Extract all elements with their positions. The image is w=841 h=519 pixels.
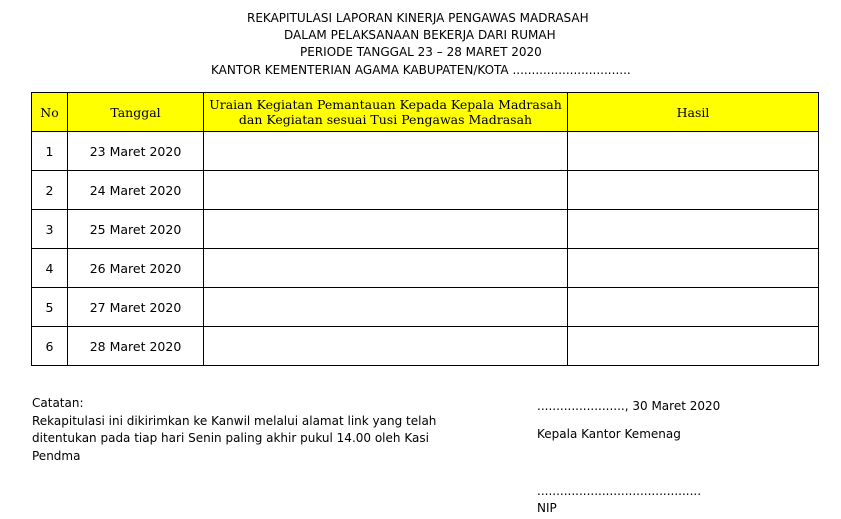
cell-hasil[interactable] — [568, 210, 819, 249]
cell-no: 4 — [32, 249, 68, 288]
signature-name-line: ........................................... — [537, 484, 702, 498]
header-subtitle: DALAM PELAKSANAAN BEKERJA DARI RUMAH — [284, 28, 556, 42]
notes-section — [32, 395, 442, 465]
signature-date: ......................., 30 Maret 2020 — [537, 399, 721, 413]
cell-uraian[interactable] — [204, 327, 568, 366]
cell-tanggal: 23 Maret 2020 — [68, 132, 204, 171]
cell-tanggal: 25 Maret 2020 — [68, 210, 204, 249]
notes-text: Rekapitulasi ini dikirimkan ke Kanwil melalui alamat link yang telah ditentukan pada tiap hari Senin paling akhir pukul 14.00 oleh Kasi Pendma — [32, 413, 437, 463]
cell-tanggal: 26 Maret 2020 — [68, 249, 204, 288]
table-row — [32, 249, 819, 288]
table-row — [32, 210, 819, 249]
cell-hasil[interactable] — [568, 249, 819, 288]
header-title: REKAPITULASI LAPORAN KINERJA PENGAWAS MADRASAH — [247, 11, 589, 25]
cell-uraian[interactable] — [204, 132, 568, 171]
cell-no: 5 — [32, 288, 68, 327]
header-office: KANTOR KEMENTERIAN AGAMA KABUPATEN/KOTA ............................... — [211, 63, 631, 77]
cell-hasil[interactable] — [568, 327, 819, 366]
cell-no: 6 — [32, 327, 68, 366]
signature-nip: NIP — [537, 501, 557, 515]
notes-label: Catatan: — [32, 396, 84, 410]
cell-no: 2 — [32, 171, 68, 210]
cell-uraian[interactable] — [204, 249, 568, 288]
cell-hasil[interactable] — [568, 132, 819, 171]
table-row — [32, 132, 819, 171]
column-header-hasil: Hasil — [568, 93, 819, 132]
cell-uraian[interactable] — [204, 210, 568, 249]
cell-no: 3 — [32, 210, 68, 249]
table-row — [32, 327, 819, 366]
column-header-uraian: Uraian Kegiatan Pemantauan Kepada Kepala Madrasah dan Kegiatan sesuai Tusi Pengawas Madrasah — [204, 93, 568, 132]
cell-tanggal: 28 Maret 2020 — [68, 327, 204, 366]
table-row — [32, 288, 819, 327]
header-period: PERIODE TANGGAL 23 – 28 MARET 2020 — [300, 45, 542, 59]
signature-title: Kepala Kantor Kemenag — [537, 427, 681, 441]
column-header-tanggal: Tanggal — [68, 93, 204, 132]
cell-hasil[interactable] — [568, 171, 819, 210]
cell-tanggal: 27 Maret 2020 — [68, 288, 204, 327]
table-row — [32, 171, 819, 210]
cell-uraian[interactable] — [204, 171, 568, 210]
report-table — [31, 92, 819, 366]
cell-uraian[interactable] — [204, 288, 568, 327]
cell-no: 1 — [32, 132, 68, 171]
column-header-no: No — [32, 93, 68, 132]
cell-tanggal: 24 Maret 2020 — [68, 171, 204, 210]
cell-hasil[interactable] — [568, 288, 819, 327]
table-header-row — [32, 93, 819, 132]
